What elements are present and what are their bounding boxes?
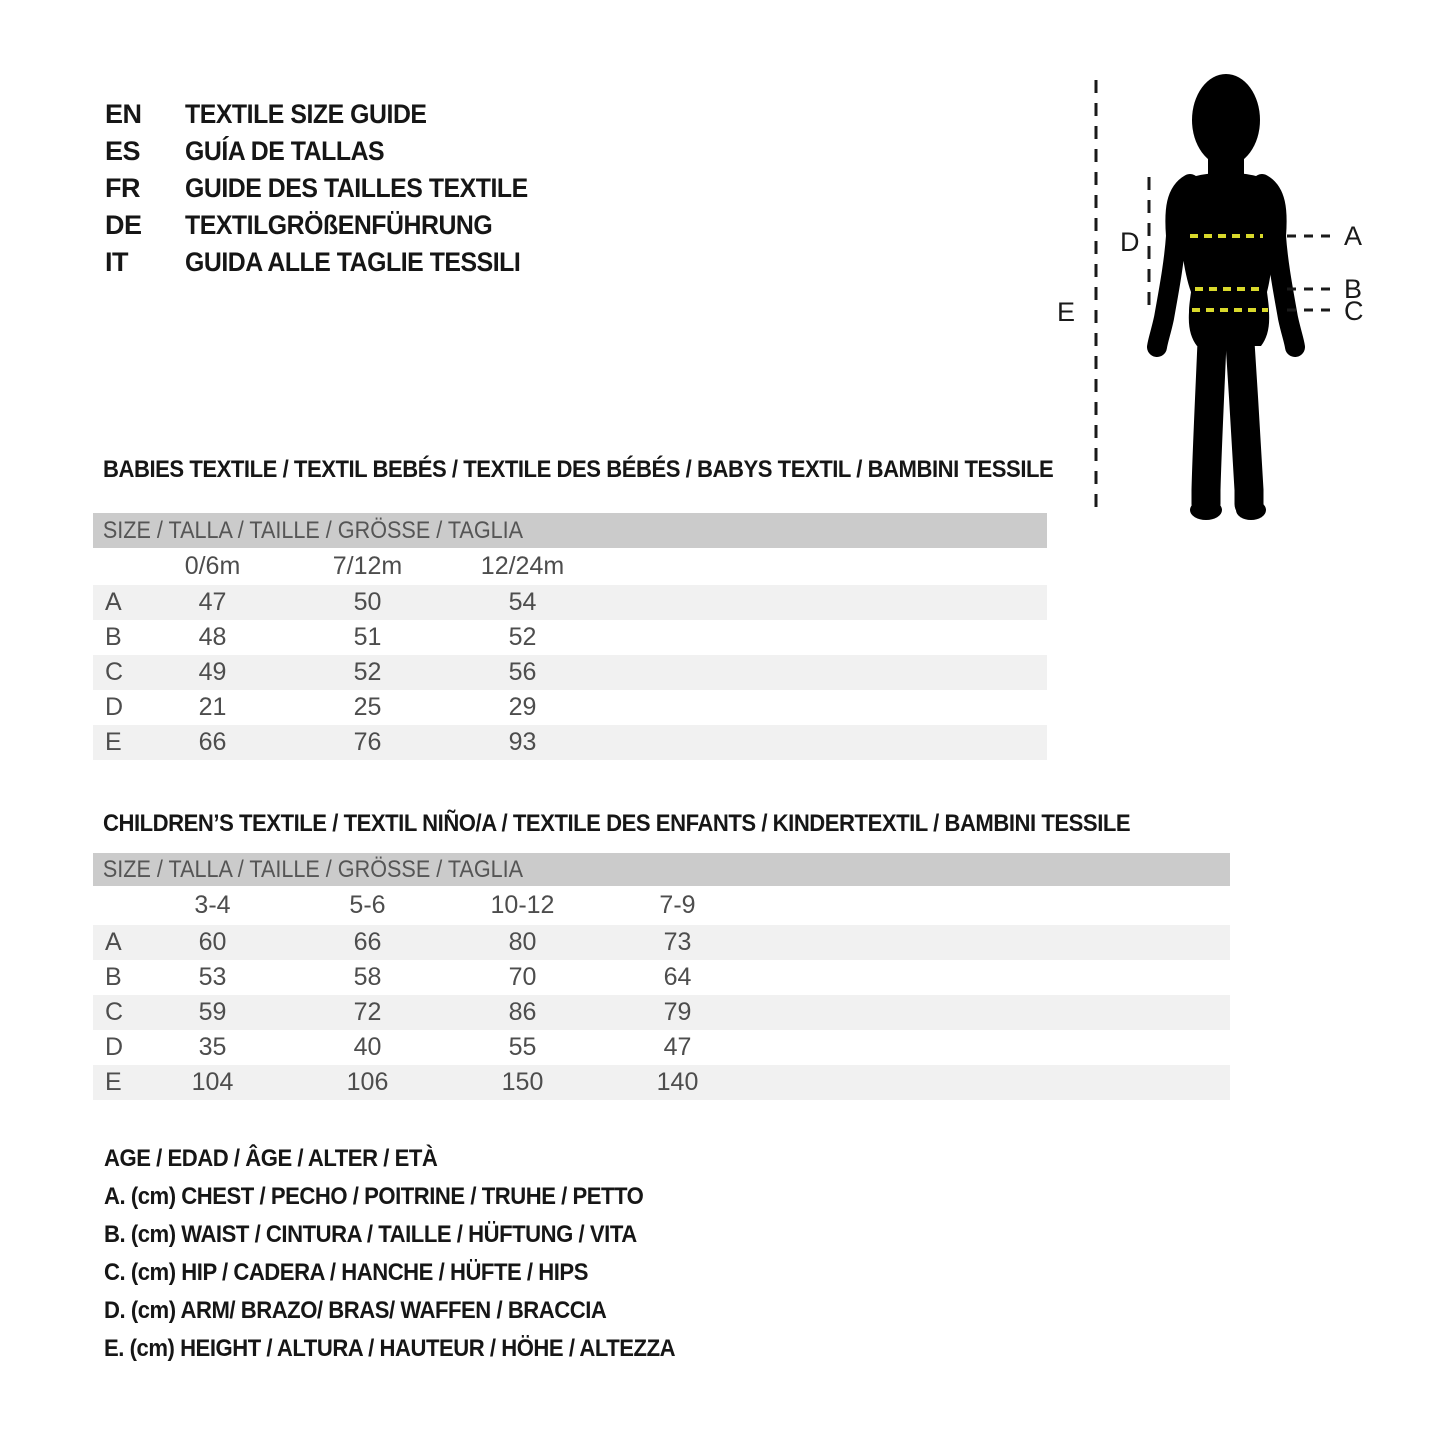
cell: 29: [508, 693, 537, 721]
table-row: [93, 960, 1230, 995]
legend-line: E. (cm) HEIGHT / ALTURA / HAUTEUR / HÖHE / ALTEZZA: [104, 1335, 676, 1362]
babies-size-header-bar: [93, 513, 1047, 548]
row-label: A: [105, 588, 122, 616]
babies-column-header-row: [93, 548, 1047, 585]
column-header: 3-4: [194, 891, 231, 919]
table-row: [93, 655, 1047, 690]
cell: 54: [508, 588, 537, 616]
child-silhouette: [1157, 74, 1295, 520]
language-row: [105, 207, 558, 244]
language-row: [105, 170, 558, 207]
language-code: EN: [105, 99, 142, 129]
cell: 40: [353, 1033, 382, 1061]
cell: 35: [198, 1033, 227, 1061]
cell: 104: [191, 1068, 234, 1096]
legend-line: A. (cm) CHEST / PECHO / POITRINE / TRUHE / PETTO: [104, 1183, 644, 1210]
cell: 56: [508, 658, 537, 686]
cell: 52: [353, 658, 382, 686]
height-label: E: [1057, 297, 1076, 327]
row-label: E: [105, 1068, 122, 1096]
cell: 93: [508, 728, 537, 756]
cell: 86: [508, 998, 537, 1026]
language-title: TEXTILGRÖßENFÜHRUNG: [185, 210, 493, 240]
language-list: [105, 96, 558, 281]
language-title: GUIDE DES TAILLES TEXTILE: [185, 173, 528, 203]
language-code: ES: [105, 136, 141, 166]
language-row: [105, 133, 558, 170]
row-label: C: [105, 658, 124, 686]
cell: 21: [198, 693, 227, 721]
language-title: GUÍA DE TALLAS: [185, 136, 385, 166]
cell: 49: [198, 658, 227, 686]
children-section-title: CHILDREN’S TEXTILE / TEXTIL NIÑO/A / TEXTILE DES ENFANTS / KINDERTEXTIL / BAMBINI TESSILE: [103, 810, 1131, 837]
language-code: FR: [105, 173, 140, 203]
row-label: B: [105, 963, 122, 991]
legend-line: AGE / EDAD / ÂGE / ALTER / ETÀ: [104, 1145, 438, 1172]
cell: 52: [508, 623, 537, 651]
cell: 48: [198, 623, 227, 651]
language-title: GUIDA ALLE TAGLIE TESSILI: [185, 247, 521, 277]
column-header: 5-6: [349, 891, 386, 919]
row-label: B: [105, 623, 122, 651]
babies-section-title: BABIES TEXTILE / TEXTIL BEBÉS / TEXTILE DES BÉBÉS / BABYS TEXTIL / BAMBINI TESSILE: [103, 456, 1054, 483]
table-row: [93, 1030, 1230, 1065]
cell: 72: [353, 998, 382, 1026]
cell: 59: [198, 998, 227, 1026]
cell: 80: [508, 928, 537, 956]
children-size-header-bar: [93, 853, 1230, 886]
chest-label: A: [1344, 221, 1363, 251]
table-row: [93, 995, 1230, 1030]
table-row: [93, 725, 1047, 760]
row-label: C: [105, 998, 124, 1026]
size-header-text: SIZE / TALLA / TAILLE / GRÖSSE / TAGLIA: [102, 855, 524, 883]
size-header-text: SIZE / TALLA / TAILLE / GRÖSSE / TAGLIA: [102, 516, 524, 544]
table-row: [93, 690, 1047, 725]
arm-label: D: [1120, 227, 1140, 257]
children-table: [93, 886, 1230, 1100]
cell: 73: [663, 928, 692, 956]
cell: 140: [656, 1068, 699, 1096]
column-header: 12/24m: [480, 552, 565, 580]
column-header: 0/6m: [184, 552, 241, 580]
legend-line: C. (cm) HIP / CADERA / HANCHE / HÜFTE / HIPS: [104, 1259, 588, 1286]
cell: 66: [198, 728, 227, 756]
cell: 51: [353, 623, 382, 651]
table-row: [93, 585, 1047, 620]
legend-line: D. (cm) ARM/ BRAZO/ BRAS/ WAFFEN / BRACCIA: [104, 1297, 607, 1324]
cell: 79: [663, 998, 692, 1026]
language-row: [105, 244, 558, 281]
language-row: [105, 96, 558, 133]
cell: 64: [663, 963, 692, 991]
cell: 106: [346, 1068, 389, 1096]
row-label: A: [105, 928, 122, 956]
cell: 47: [198, 588, 227, 616]
column-header: 10-12: [490, 891, 555, 919]
children-column-header-row: [93, 886, 1230, 925]
cell: 66: [353, 928, 382, 956]
language-code: IT: [105, 247, 128, 277]
table-row: [93, 1065, 1230, 1100]
cell: 50: [353, 588, 382, 616]
row-label: D: [105, 693, 124, 721]
column-header: 7/12m: [332, 552, 403, 580]
cell: 58: [353, 963, 382, 991]
babies-table: [93, 548, 1047, 760]
cell: 53: [198, 963, 227, 991]
cell: 76: [353, 728, 382, 756]
cell: 60: [198, 928, 227, 956]
hip-label: C: [1344, 296, 1364, 326]
measurement-legend: [104, 1140, 725, 1368]
language-code: DE: [105, 210, 142, 240]
cell: 70: [508, 963, 537, 991]
row-label: D: [105, 1033, 124, 1061]
column-header: 7-9: [659, 891, 696, 919]
table-row: [93, 925, 1230, 960]
waist-label: B: [1344, 274, 1363, 304]
language-title: TEXTILE SIZE GUIDE: [185, 99, 427, 129]
cell: 25: [353, 693, 382, 721]
cell: 47: [663, 1033, 692, 1061]
row-label: E: [105, 728, 122, 756]
legend-line: B. (cm) WAIST / CINTURA / TAILLE / HÜFTUNG / VITA: [104, 1221, 637, 1248]
cell: 55: [508, 1033, 537, 1061]
cell: 150: [501, 1068, 544, 1096]
table-row: [93, 620, 1047, 655]
